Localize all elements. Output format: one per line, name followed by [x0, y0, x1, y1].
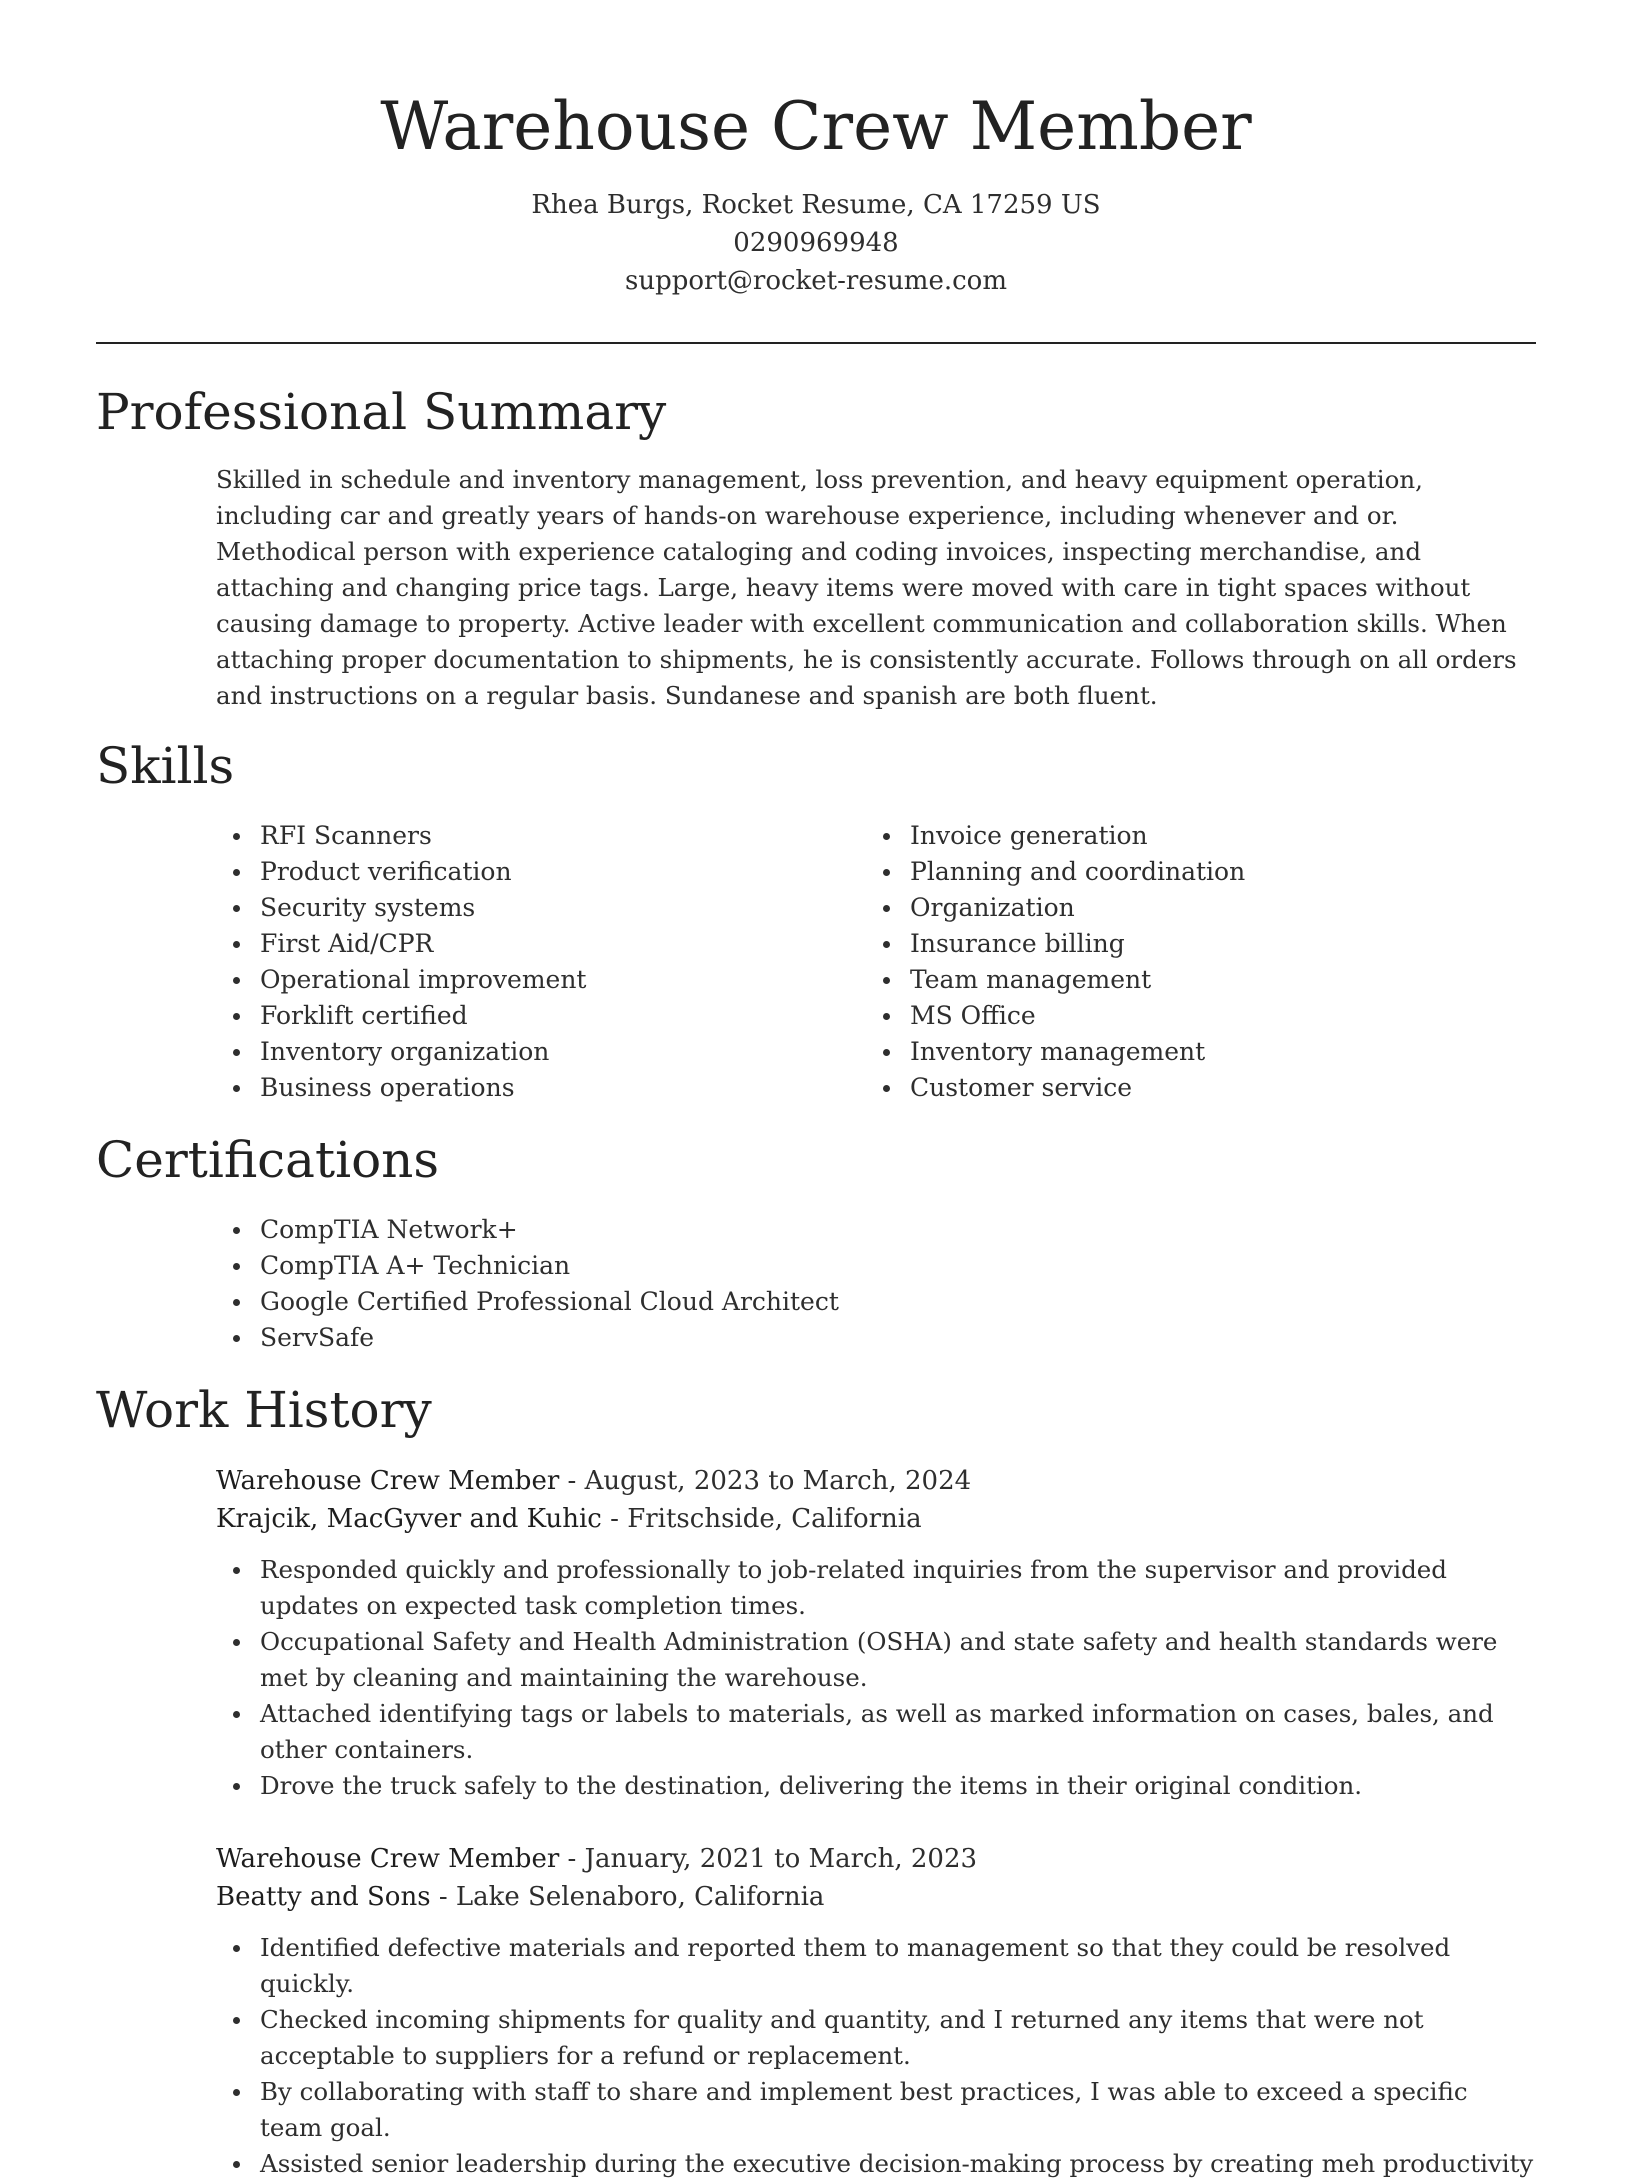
- job-location: - Fritschside, California: [601, 1504, 922, 1534]
- job-bullet: Occupational Safety and Health Administration (OSHA) and state safety and health standards were met by cleaning and maintaining the warehouse.: [216, 1624, 1536, 1696]
- header-divider: [96, 342, 1536, 344]
- contact-phone: 0290969948: [733, 228, 899, 258]
- contact-info: [0, 186, 1632, 300]
- skill-item: Insurance billing: [866, 926, 1506, 962]
- skill-item: Inventory management: [866, 1034, 1506, 1070]
- skill-item: Security systems: [216, 890, 856, 926]
- job-bullet: Attached identifying tags or labels to materials, as well as marked information on cases, bales, and other containers.: [216, 1696, 1536, 1768]
- skill-item: Product verification: [216, 854, 856, 890]
- job-company: Beatty and Sons: [216, 1882, 431, 1912]
- summary-heading: Professional Summary: [96, 383, 667, 441]
- contact-email: support@rocket-resume.com: [624, 266, 1007, 296]
- job-dates: - January, 2021 to March, 2023: [559, 1844, 978, 1874]
- skill-item: Forklift certified: [216, 998, 856, 1034]
- job-bullet: Drove the truck safely to the destination, delivering the items in their original condition.: [216, 1768, 1536, 1804]
- job-title: Warehouse Crew Member: [216, 1466, 560, 1496]
- job-bullet: Checked incoming shipments for quality and quantity, and I returned any items that were not acceptable to suppliers for a refund or replacement.: [216, 2002, 1536, 2074]
- skill-item: MS Office: [866, 998, 1506, 1034]
- job-dates: - August, 2023 to March, 2024: [559, 1466, 972, 1496]
- skills-list-left: [216, 818, 856, 1106]
- skills-heading: Skills: [96, 737, 235, 795]
- job-title-line: [216, 1462, 1536, 1500]
- skill-item: Customer service: [866, 1070, 1506, 1106]
- job-title: Warehouse Crew Member: [216, 1844, 560, 1874]
- contact-address: Rhea Burgs, Rocket Resume, CA 17259 US: [531, 190, 1101, 220]
- job-company: Krajcik, MacGyver and Kuhic: [216, 1504, 602, 1534]
- job-bullet: Responded quickly and professionally to job-related inquiries from the supervisor and provided updates on expected task completion times.: [216, 1552, 1536, 1624]
- job-company-line: [216, 1500, 1536, 1538]
- job-bullets: [216, 1930, 1536, 2182]
- skill-item: Business operations: [216, 1070, 856, 1106]
- certifications-list: [216, 1212, 1116, 1356]
- skill-item: RFI Scanners: [216, 818, 856, 854]
- job-bullet: Assisted senior leadership during the executive decision-making process by creating meh productivity: [216, 2146, 1536, 2182]
- job-title-line: [216, 1840, 1536, 1878]
- resume-title: Warehouse Crew Member: [380, 88, 1252, 165]
- job-entry: [216, 1840, 1536, 2182]
- job-bullets: [216, 1552, 1536, 1804]
- skill-item: Organization: [866, 890, 1506, 926]
- certification-item: CompTIA Network+: [216, 1212, 1116, 1248]
- job-entry: [216, 1462, 1536, 1804]
- skill-item: Team management: [866, 962, 1506, 998]
- job-bullet: By collaborating with staff to share and implement best practices, I was able to exceed a specific team goal.: [216, 2074, 1536, 2146]
- skill-item: Inventory organization: [216, 1034, 856, 1070]
- skill-item: Operational improvement: [216, 962, 856, 998]
- summary-text: Skilled in schedule and inventory management, loss prevention, and heavy equipment operation, including car and greatly years of hands-on warehouse experience, including whenever and or. Methodical person with experience cataloging and coding invoices, inspecting merchandise, and attaching and changing price tags. Large, heavy items were moved with care in tight spaces without causing damage to property. Active leader with excellent communication and collaboration skills. When attaching proper documentation to shipments, he is consistently accurate. Follows through on all orders and instructions on a regular basis. Sundanese and spanish are both fluent.: [216, 465, 1517, 710]
- skills-list-right: [866, 818, 1506, 1106]
- work-history-heading: Work History: [96, 1381, 432, 1439]
- certification-item: ServSafe: [216, 1320, 1116, 1356]
- resume-header: [0, 0, 1632, 300]
- certifications-heading: Certifications: [96, 1131, 440, 1189]
- skill-item: Invoice generation: [866, 818, 1506, 854]
- skill-item: Planning and coordination: [866, 854, 1506, 890]
- certification-item: Google Certified Professional Cloud Architect: [216, 1284, 1116, 1320]
- job-bullet: Identified defective materials and reported them to management so that they could be resolved quickly.: [216, 1930, 1536, 2002]
- certification-item: CompTIA A+ Technician: [216, 1248, 1116, 1284]
- job-company-line: [216, 1878, 1536, 1916]
- skill-item: First Aid/CPR: [216, 926, 856, 962]
- job-location: - Lake Selenaboro, California: [430, 1882, 825, 1912]
